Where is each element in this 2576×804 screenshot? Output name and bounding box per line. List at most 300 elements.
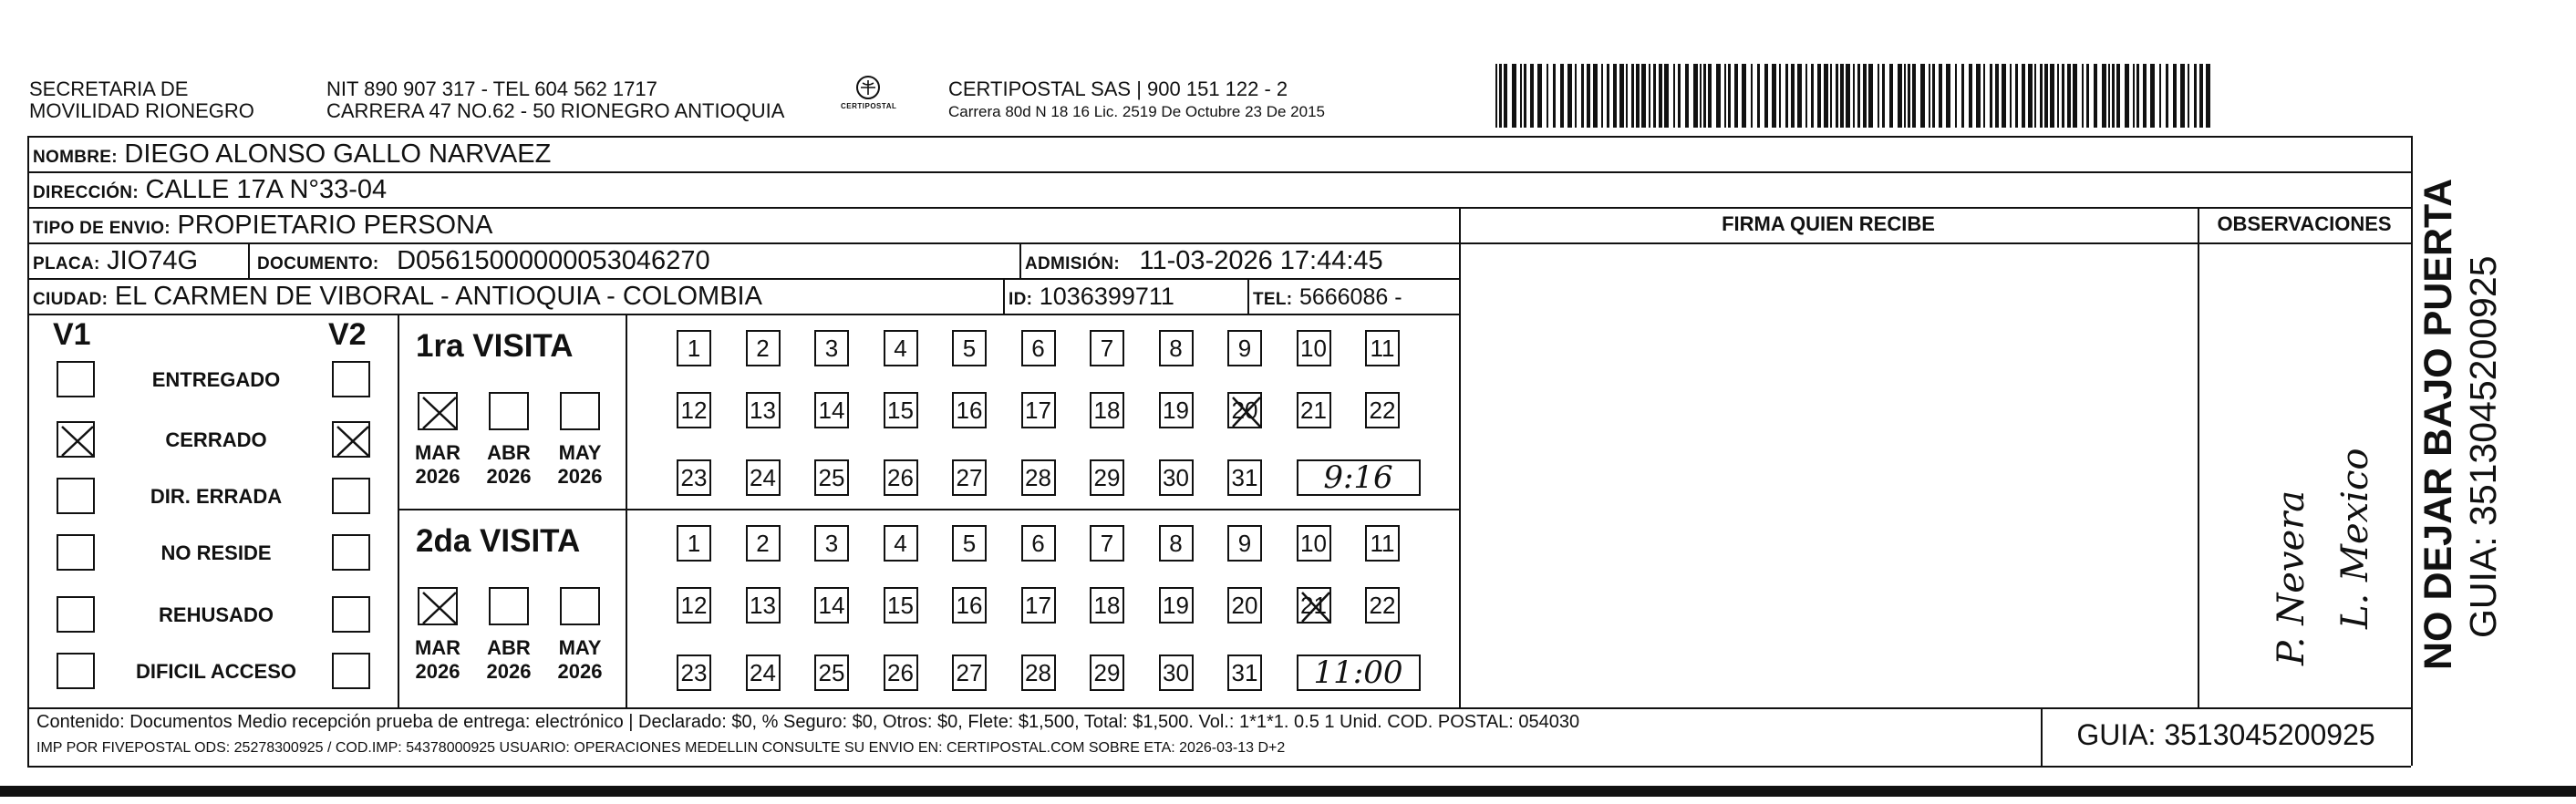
v1-checkbox-1[interactable] [57, 421, 95, 458]
month-name: ABR [487, 441, 531, 464]
day-box-4[interactable] [884, 525, 918, 562]
day-box-25[interactable] [814, 459, 849, 496]
day-box-20[interactable] [1227, 392, 1262, 428]
tel-label: TEL: [1253, 290, 1293, 309]
tipo-value: PROPIETARIO PERSONA [177, 211, 493, 240]
id-value: 1036399711 [1039, 283, 1174, 310]
direccion-row [33, 175, 387, 208]
barcode-bar [1983, 64, 1985, 128]
barcode-bar [1920, 64, 1925, 128]
barcode-bar [1857, 64, 1860, 128]
day-number: 24 [750, 659, 776, 686]
footer-guia: GUIA: 3513045200925 [2076, 718, 2375, 751]
barcode-bar [1581, 64, 1584, 128]
v2-checkbox-4[interactable] [332, 596, 370, 633]
barcode-bar [1908, 64, 1910, 128]
barcode-bar [2062, 64, 2064, 128]
barcode-bar [2010, 64, 2012, 128]
sender-line-2: MOVILIDAD RIONEGRO [29, 99, 254, 122]
barcode-bar [1728, 64, 1731, 128]
day-number: 29 [1093, 464, 1121, 491]
day-number: 28 [1025, 464, 1051, 491]
day-box-18[interactable] [1090, 392, 1124, 428]
day-box-11[interactable] [1365, 330, 1400, 366]
day-box-28[interactable] [1021, 459, 1056, 496]
day-number: 23 [680, 659, 708, 686]
barcode-bar [1708, 64, 1712, 128]
admision-row [1025, 246, 1383, 279]
barcode-bar [2050, 64, 2054, 128]
barcode-bar [2086, 64, 2089, 128]
barcode-bar [1495, 64, 1497, 128]
day-number: 20 [1231, 592, 1258, 619]
day-number: 21 [1300, 397, 1327, 424]
ciudad-value: EL CARMEN DE VIBORAL - ANTIOQUIA - COLOMBIA [114, 282, 762, 311]
barcode-bar [1636, 64, 1640, 128]
v1-checkbox-5[interactable] [57, 653, 95, 689]
barcode-bar [2116, 64, 2120, 128]
day-number: 27 [956, 659, 983, 686]
barcode-bar [1898, 64, 1902, 128]
barcode-bar [1853, 64, 1855, 128]
day-number: 16 [956, 592, 983, 619]
day-number: 1 [687, 335, 701, 362]
day-number: 31 [1231, 464, 1258, 491]
day-box-31[interactable] [1227, 459, 1262, 496]
barcode-bar [2180, 64, 2185, 128]
documento-row [257, 246, 710, 279]
v1-checkbox-4[interactable] [57, 596, 95, 633]
month-checkbox-may[interactable] [560, 587, 600, 625]
day-box-27[interactable] [952, 459, 987, 496]
v1-header: V1 [53, 317, 91, 352]
barcode-bar [1912, 64, 1916, 128]
day-number: 16 [956, 397, 983, 424]
barcode-bar [1878, 64, 1879, 128]
barcode-bar [1626, 64, 1628, 128]
day-box-1[interactable] [677, 525, 711, 562]
month-name: MAR [414, 636, 461, 659]
logo-text: CERTIPOSTAL [841, 102, 897, 110]
barcode-bar [1601, 64, 1603, 128]
barcode-bar [2040, 64, 2043, 128]
barcode-bar [2094, 64, 2097, 128]
admision-value: 11-03-2026 17:44:45 [1139, 246, 1383, 275]
day-number: 25 [818, 659, 845, 686]
day-box-21[interactable] [1297, 392, 1331, 428]
observacion-line-2: L. Mexico [2334, 448, 2376, 629]
day-box-19[interactable] [1159, 587, 1194, 624]
day-number: 15 [887, 592, 914, 619]
day-number: 6 [1031, 335, 1045, 362]
barcode-bar [2133, 64, 2135, 128]
barcode-bar [1524, 64, 1526, 128]
day-box-17[interactable] [1021, 587, 1056, 624]
day-box-26[interactable] [884, 655, 918, 691]
tel-row [1253, 282, 1402, 314]
day-box-28[interactable] [1021, 655, 1056, 691]
barcode-bar [1929, 64, 1930, 128]
day-box-17[interactable] [1021, 392, 1056, 428]
barcode-bar [1653, 64, 1656, 128]
day-box-3[interactable] [814, 330, 849, 366]
day-box-15[interactable] [884, 392, 918, 428]
visit-time[interactable]: 9:16 [1297, 459, 1421, 496]
day-number: 3 [824, 530, 839, 557]
barcode-bar [2143, 64, 2147, 128]
barcode-bar [1678, 64, 1681, 128]
day-box-24[interactable] [746, 459, 781, 496]
barcode-bar [1575, 64, 1577, 128]
day-box-22[interactable] [1365, 392, 1400, 428]
barcode-bar [2028, 64, 2033, 128]
v1-checkbox-2[interactable] [57, 478, 95, 514]
day-number: 5 [962, 530, 977, 557]
barcode-bar [2206, 64, 2210, 128]
day-box-14[interactable] [814, 587, 849, 624]
day-box-31[interactable] [1227, 655, 1262, 691]
barcode-bar [1830, 64, 1832, 128]
day-number: 14 [818, 592, 845, 619]
barcode-bar [1520, 64, 1522, 128]
day-box-23[interactable] [677, 655, 711, 691]
barcode-bar [2082, 64, 2084, 128]
day-box-1[interactable] [677, 330, 711, 366]
day-number: 22 [1369, 592, 1396, 619]
courier-line: CERTIPOSTAL SAS | 900 151 122 - 2 [948, 77, 1288, 100]
day-number: 4 [894, 335, 907, 362]
day-box-29[interactable] [1090, 655, 1124, 691]
day-number: 13 [750, 592, 776, 619]
month-year: 2026 [415, 465, 460, 488]
barcode-bar [1969, 64, 1972, 128]
nombre-row [33, 139, 551, 172]
day-number: 21 [1300, 592, 1327, 619]
day-box-13[interactable] [746, 587, 781, 624]
day-number: 26 [887, 659, 914, 686]
barcode-bar [1932, 64, 1935, 128]
barcode-bar [1805, 64, 1807, 128]
barcode-bar [1547, 64, 1548, 128]
barcode-bar [1587, 64, 1590, 128]
v2-checkbox-5[interactable] [332, 653, 370, 689]
barcode-bar [1512, 64, 1516, 128]
day-box-6[interactable] [1021, 330, 1056, 366]
barcode-bar [1567, 64, 1572, 128]
observacion-line-1: P. Nevera [2271, 490, 2312, 665]
day-box-29[interactable] [1090, 459, 1124, 496]
day-number: 23 [680, 464, 708, 491]
admision-label: ADMISIÓN: [1025, 254, 1121, 273]
barcode-bar [1751, 64, 1753, 128]
no-dejar-warning: NO DEJAR BAJO PUERTA [2416, 178, 2460, 670]
day-box-18[interactable] [1090, 587, 1124, 624]
v2-checkbox-0[interactable] [332, 361, 370, 397]
documento-label: DOCUMENTO: [257, 254, 379, 273]
firma-header: FIRMA QUIEN RECIBE [1722, 212, 1935, 235]
barcode-bar [2044, 64, 2048, 128]
footer-imp: IMP POR FIVEPOSTAL ODS: 25278300925 / COD.IMP: 54378000925 USUARIO: OPERACIONES MEDELLIN CONSULTE SU ENVIO EN: CERTIPOSTAL.COM SOBRE ETA: 2026-03-13 D+2 [36, 740, 1286, 756]
day-box-8[interactable] [1159, 330, 1194, 366]
day-box-24[interactable] [746, 655, 781, 691]
day-box-11[interactable] [1365, 525, 1400, 562]
status-option-label: REHUSADO [159, 603, 274, 626]
barcode-bar [1764, 64, 1768, 128]
day-box-9[interactable] [1227, 525, 1262, 562]
day-number: 22 [1369, 397, 1396, 424]
barcode-bar [1619, 64, 1624, 128]
barcode-bar [1791, 64, 1795, 128]
barcode-bar [1659, 64, 1662, 128]
day-box-16[interactable] [952, 587, 987, 624]
day-number: 18 [1093, 397, 1121, 424]
barcode-bar [1649, 64, 1650, 128]
barcode-bar [2173, 64, 2177, 128]
day-box-26[interactable] [884, 459, 918, 496]
documento-value: D05615000000053046270 [397, 246, 710, 275]
barcode-bar [1641, 64, 1646, 128]
day-number: 31 [1231, 659, 1258, 686]
day-number: 7 [1100, 335, 1114, 362]
barcode-bar [1824, 64, 1828, 128]
barcode-bar [2002, 64, 2006, 128]
month-name: MAY [558, 636, 602, 659]
barcode-bar [2108, 64, 2110, 128]
barcode-bar [1607, 64, 1609, 128]
month-year: 2026 [557, 465, 603, 488]
barcode-bar [1716, 64, 1721, 128]
day-box-10[interactable] [1297, 330, 1331, 366]
month-checkbox-mar[interactable] [418, 392, 458, 430]
day-number: 17 [1025, 592, 1051, 619]
day-number: 12 [680, 397, 708, 424]
barcode-bar [1946, 64, 1950, 128]
day-box-3[interactable] [814, 525, 849, 562]
v2-checkbox-2[interactable] [332, 478, 370, 514]
day-box-15[interactable] [884, 587, 918, 624]
day-number: 10 [1300, 530, 1327, 557]
month-year: 2026 [557, 660, 603, 683]
barcode-bar [1863, 64, 1867, 128]
month-label [409, 441, 467, 489]
month-name: MAY [558, 441, 602, 464]
status-option-label: NO RESIDE [160, 541, 272, 564]
day-box-23[interactable] [677, 459, 711, 496]
day-box-12[interactable] [677, 587, 711, 624]
day-number: 17 [1025, 397, 1051, 424]
day-box-10[interactable] [1297, 525, 1331, 562]
barcode-bar [1904, 64, 1906, 128]
barcode-bar [1613, 64, 1617, 128]
v1-checkbox-3[interactable] [57, 534, 95, 571]
barcode-bar [2112, 64, 2115, 128]
month-label [409, 636, 467, 684]
day-box-6[interactable] [1021, 525, 1056, 562]
status-option-label: DIR. ERRADA [150, 485, 283, 508]
status-option-label: DIFICIL ACCESO [135, 660, 296, 683]
day-box-9[interactable] [1227, 330, 1262, 366]
month-year: 2026 [486, 660, 532, 683]
courier-license: Carrera 80d N 18 16 Lic. 2519 De Octubre 23 De 2015 [948, 103, 1325, 120]
day-box-8[interactable] [1159, 525, 1194, 562]
day-number: 19 [1163, 592, 1189, 619]
barcode-bar [2150, 64, 2155, 128]
day-number: 27 [956, 464, 983, 491]
barcode-bar [1703, 64, 1706, 128]
v2-checkbox-1[interactable] [332, 421, 370, 458]
day-number: 28 [1025, 659, 1051, 686]
day-number: 2 [756, 530, 770, 557]
day-number: 4 [894, 530, 907, 557]
day-box-19[interactable] [1159, 392, 1194, 428]
day-box-7[interactable] [1090, 525, 1124, 562]
day-box-14[interactable] [814, 392, 849, 428]
day-number: 14 [818, 397, 845, 424]
v2-checkbox-3[interactable] [332, 534, 370, 571]
day-box-22[interactable] [1365, 587, 1400, 624]
day-box-2[interactable] [746, 330, 781, 366]
day-number: 12 [680, 592, 708, 619]
visit-title: 2da VISITA [416, 523, 581, 559]
day-number: 10 [1300, 335, 1327, 362]
month-name: ABR [487, 636, 531, 659]
day-number: 19 [1163, 397, 1189, 424]
day-number: 25 [818, 464, 845, 491]
barcode-bar [2194, 64, 2197, 128]
barcode-bar [1664, 64, 1669, 128]
month-year: 2026 [486, 465, 532, 488]
day-number: 13 [750, 397, 776, 424]
month-label [480, 636, 538, 684]
day-number: 3 [824, 335, 839, 362]
placa-label: PLACA: [33, 254, 100, 273]
v1-checkbox-0[interactable] [57, 361, 95, 397]
barcode-bar [1785, 64, 1788, 128]
bottom-rule [0, 786, 2576, 797]
barcode-bar [1779, 64, 1781, 128]
placa-row [33, 246, 198, 279]
barcode-bar [2034, 64, 2036, 128]
id-row [1009, 282, 1174, 314]
day-box-7[interactable] [1090, 330, 1124, 366]
barcode-bar [1939, 64, 1942, 128]
barcode-bar [2022, 64, 2025, 128]
barcode-bar [1772, 64, 1776, 128]
day-number: 11 [1370, 335, 1395, 362]
month-label [551, 441, 609, 489]
footer-contenido: Contenido: Documentos Medio recepción prueba de entrega: electrónico | Declarado: $0, % Seguro: $0, Otros: $0, Flete: $1,500, Total: $1,500. Vol.: 1*1*1. 0.5 1 Unid. COD. POSTAL: 054030 [36, 712, 1580, 732]
barcode-bar [1811, 64, 1814, 128]
day-box-30[interactable] [1159, 655, 1194, 691]
day-box-2[interactable] [746, 525, 781, 562]
nombre-value: DIEGO ALONSO GALLO NARVAEZ [124, 139, 552, 169]
day-number: 18 [1093, 592, 1121, 619]
day-number: 5 [962, 335, 977, 362]
barcode-bar [1673, 64, 1675, 128]
barcode-bar [2136, 64, 2139, 128]
day-number: 7 [1100, 530, 1114, 557]
barcode-bar [1797, 64, 1802, 128]
day-number: 15 [887, 397, 914, 424]
day-number: 2 [756, 335, 770, 362]
observaciones-header: OBSERVACIONES [2217, 212, 2392, 235]
day-box-20[interactable] [1227, 587, 1262, 624]
barcode-bar [1742, 64, 1746, 128]
day-number: 24 [750, 464, 776, 491]
side-guia: GUIA: 3513045200925 [2462, 255, 2504, 638]
barcode-bar [1530, 64, 1534, 128]
month-name: MAR [414, 441, 461, 464]
day-box-25[interactable] [814, 655, 849, 691]
barcode-bar [2067, 64, 2071, 128]
barcode-bar [1817, 64, 1821, 128]
barcode-bar [1882, 64, 1885, 128]
barcode-bar [1976, 64, 1981, 128]
month-checkbox-abr[interactable] [489, 392, 529, 430]
barcode-bar [1995, 64, 1999, 128]
day-box-16[interactable] [952, 392, 987, 428]
sender-line-1: SECRETARIA DE [29, 77, 189, 100]
day-box-13[interactable] [746, 392, 781, 428]
tel-value: 5666086 - [1298, 284, 1402, 310]
barcode-bar [2199, 64, 2203, 128]
barcode-bar [1734, 64, 1738, 128]
day-number: 1 [687, 530, 701, 557]
day-number: 8 [1169, 335, 1183, 362]
id-label: ID: [1009, 290, 1033, 309]
month-checkbox-abr[interactable] [489, 587, 529, 625]
barcode-bar [2015, 64, 2018, 128]
barcode-bar [1700, 64, 1702, 128]
day-number: 11 [1370, 530, 1395, 557]
day-box-30[interactable] [1159, 459, 1194, 496]
barcode-bar [2166, 64, 2168, 128]
day-box-27[interactable] [952, 655, 987, 691]
ciudad-label: CIUDAD: [33, 290, 109, 309]
barcode-bar [1990, 64, 1992, 128]
day-box-12[interactable] [677, 392, 711, 428]
day-box-5[interactable] [952, 525, 987, 562]
barcode-bar [2073, 64, 2077, 128]
barcode-bar [1499, 64, 1502, 128]
day-number: 6 [1031, 530, 1045, 557]
nombre-label: NOMBRE: [33, 148, 118, 167]
barcode-bar [1961, 64, 1964, 128]
barcode-bar [1757, 64, 1760, 128]
day-box-5[interactable] [952, 330, 987, 366]
barcode-bar [2159, 64, 2161, 128]
day-number: 29 [1093, 659, 1121, 686]
barcode-bar [1593, 64, 1598, 128]
month-checkbox-may[interactable] [560, 392, 600, 430]
day-number: 20 [1231, 397, 1258, 424]
tipo-row [33, 211, 492, 243]
day-number: 9 [1237, 530, 1252, 557]
month-label [551, 636, 609, 684]
barcode [1495, 64, 2216, 128]
day-box-4[interactable] [884, 330, 918, 366]
barcode-bar [2125, 64, 2129, 128]
month-label [480, 441, 538, 489]
day-box-21[interactable] [1297, 587, 1331, 624]
certipostal-logo [841, 73, 897, 119]
visit-time[interactable]: 11:00 [1297, 655, 1421, 691]
barcode-bar [1846, 64, 1850, 128]
direccion-value: CALLE 17A N°33-04 [145, 175, 388, 204]
barcode-bar [1553, 64, 1556, 128]
month-checkbox-mar[interactable] [418, 587, 458, 625]
address-line: CARRERA 47 NO.62 - 50 RIONEGRO ANTIOQUIA [326, 99, 785, 122]
